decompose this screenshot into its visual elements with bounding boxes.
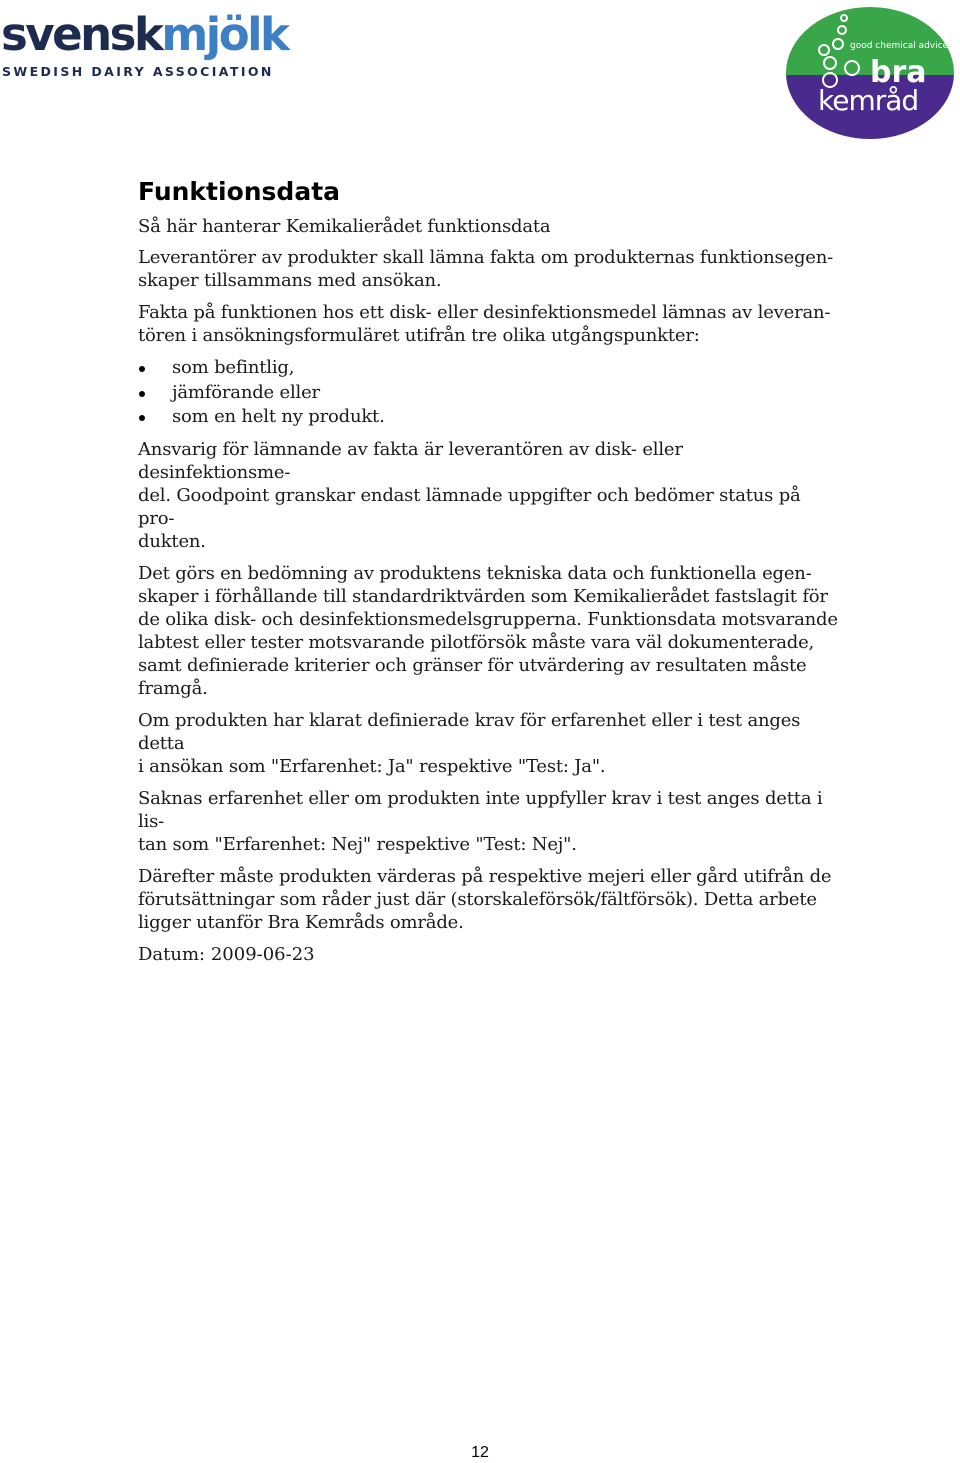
badge-word-bra: bra [870,55,927,90]
paragraph-7: Därefter måste produkten värderas på respektive mejeri eller gård utifrån de förutsättningar som råder just där (storskaleförsök/fältförsök). Detta arbete ligger utanför Bra Kemråds område. [138,865,832,933]
badge-word-kemrad: kemråd [818,84,919,117]
list-item-text: som befintlig, [172,357,295,378]
list-item [138,356,838,381]
list-item-text: jämförande eller [172,381,320,403]
paragraph-6: Saknas erfarenhet eller om produkten inte uppfyller krav i test anges detta i lis- tan som "Erfarenhet: Nej" respektive "Test: Nej". [138,787,823,855]
page-number: 12 [471,1444,489,1461]
logo-word-svensk: svensk [1,8,162,61]
paragraph-4: Det görs en bedömning av produktens tekniska data och funktionella egen- skaper i förhållande till standardriktvärden som Kemikalierådet fastslagit för de olika disk- och desinfektionsmedelsgrupperna. Funktionsdata motsvarande labtest eller tester motsvarande pilotförsök måste vara väl dokumenterade, samt definierade kriterier och gränser för utvärdering av resultaten måste framgå. [138,562,838,699]
bullet-icon [139,391,145,397]
paragraph-3: Ansvarig för lämnande av fakta är leverantören av disk- eller desinfektionsme- del. Goodpoint granskar endast lämnade uppgifter och bedömer status på pro- dukten. [138,438,801,552]
logo-word-mjolk: mjölk [161,8,288,61]
paragraph-5: Om produkten har klarat definierade krav för erfarenhet eller i test anges detta i ansökan som "Erfarenhet: Ja" respektive "Test: Ja". [138,709,801,777]
bra-kemrad-logo [786,6,958,142]
list-item-text: som en helt ny produkt. [172,406,385,427]
svensk-mjolk-logo [0,8,288,82]
document-subtitle: Så här hanterar Kemikalierådet funktionsdata [138,216,551,237]
bra-kemrad-badge [786,6,958,142]
document-body [138,176,838,966]
paragraph-2: Fakta på funktionen hos ett disk- eller desinfektionsmedel lämnas av leveran- tören i ansökningsformuläret utifrån tre olika utgångspunkter: [138,302,831,346]
logo-subtitle: SWEDISH DAIRY ASSOCIATION [2,64,274,79]
bullet-icon [139,415,145,421]
logo-wordmark [1,8,288,61]
document-date: Datum: 2009-06-23 [138,943,315,965]
page-title: Funktionsdata [138,177,341,206]
bullet-list [138,356,838,430]
badge-tagline: good chemical advice [850,41,949,51]
paragraph-1: Leverantörer av produkter skall lämna fakta om produkternas funktionsegen- skaper tillsammans med ansökan. [138,247,834,291]
bullet-icon [139,366,145,372]
list-item [138,381,838,406]
list-item [138,405,838,430]
